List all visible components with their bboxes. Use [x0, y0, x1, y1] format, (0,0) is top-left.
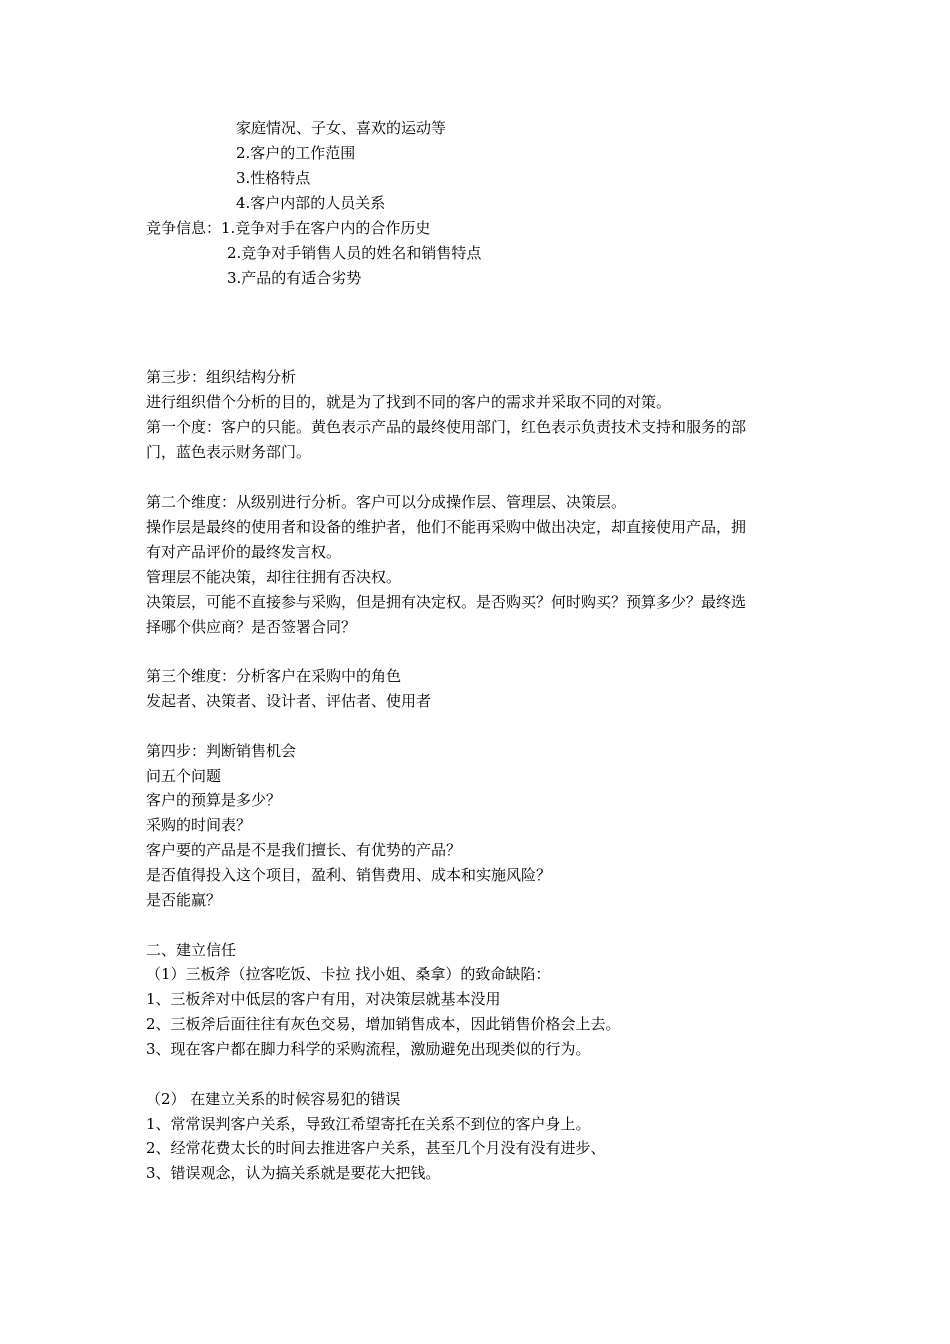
text-line: 家庭情况、子女、喜欢的运动等 — [236, 119, 447, 137]
text-line: 第三个维度：分析客户在采购中的角色 — [146, 667, 402, 685]
text-line: 客户的预算是多少？ — [146, 791, 282, 809]
text-line: 2、经常花费太长的时间去推进客户关系，甚至几个月没有没有进步、 — [146, 1139, 606, 1157]
text-line: 4.客户内部的人员关系 — [236, 194, 386, 212]
text-line: 3、错误观念，认为搞关系就是要花大把钱。 — [146, 1164, 441, 1182]
text-line: 是否值得投入这个项目，盈利、销售费用、成本和实施风险？ — [146, 866, 552, 884]
text-line: 是否能赢？ — [146, 891, 222, 909]
text-line: 门，蓝色表示财务部门。 — [146, 443, 312, 461]
text-line: 问五个问题 — [146, 767, 222, 785]
text-line: 2.竞争对手销售人员的姓名和销售特点 — [227, 244, 482, 262]
text-line: 第一个度：客户的只能。黄色表示产品的最终使用部门，红色表示负责技术支持和服务的部 — [146, 418, 747, 436]
text-line: 管理层不能决策，却往往拥有否决权。 — [146, 568, 402, 586]
section-heading: 二、建立信任 — [146, 941, 237, 959]
section-heading: 第四步：判断销售机会 — [146, 742, 297, 760]
text-line: 有对产品评价的最终发言权。 — [146, 543, 342, 561]
text-line: 2、三板斧后面往往有灰色交易，增加销售成本，因此销售价格会上去。 — [146, 1015, 621, 1033]
text-line: 3.性格特点 — [236, 169, 311, 187]
text-line: 第二个维度：从级别进行分析。客户可以分成操作层、管理层、决策层。 — [146, 493, 627, 511]
text-line: 发起者、决策者、设计者、评估者、使用者 — [146, 692, 432, 710]
text-line: 3.产品的有适合劣势 — [227, 269, 362, 287]
text-line: （1）三板斧（拉客吃饭、卡拉 找小姐、桑拿）的致命缺陷： — [146, 965, 551, 983]
text-line: 2.客户的工作范围 — [236, 144, 356, 162]
text-line: 客户要的产品是不是我们擅长、有优势的产品？ — [146, 841, 462, 859]
text-line: 操作层是最终的使用者和设备的维护者，他们不能再采购中做出决定，却直接使用产品，拥 — [146, 518, 747, 536]
text-line: 采购的时间表？ — [146, 816, 252, 834]
text-line: 3、现在客户都在脚力科学的采购流程，激励避免出现类似的行为。 — [146, 1040, 591, 1058]
text-line: 1、三板斧对中低层的客户有用，对决策层就基本没用 — [146, 990, 501, 1008]
text-line: 决策层，可能不直接参与采购，但是拥有决定权。是否购买？何时购买？预算多少？最终选 — [146, 593, 747, 611]
text-line: （2） 在建立关系的时候容易犯的错误 — [146, 1090, 401, 1108]
text-line: 进行组织借个分析的目的，就是为了找到不同的客户的需求并采取不同的对策。 — [146, 393, 672, 411]
text-line: 1、常常误判客户关系，导致江希望寄托在关系不到位的客户身上。 — [146, 1115, 591, 1133]
text-line: 择哪个供应商？是否签署合同？ — [146, 618, 357, 636]
text-line: 竞争信息：1.竞争对手在客户内的合作历史 — [146, 219, 431, 237]
section-heading: 第三步：组织结构分析 — [146, 368, 297, 386]
